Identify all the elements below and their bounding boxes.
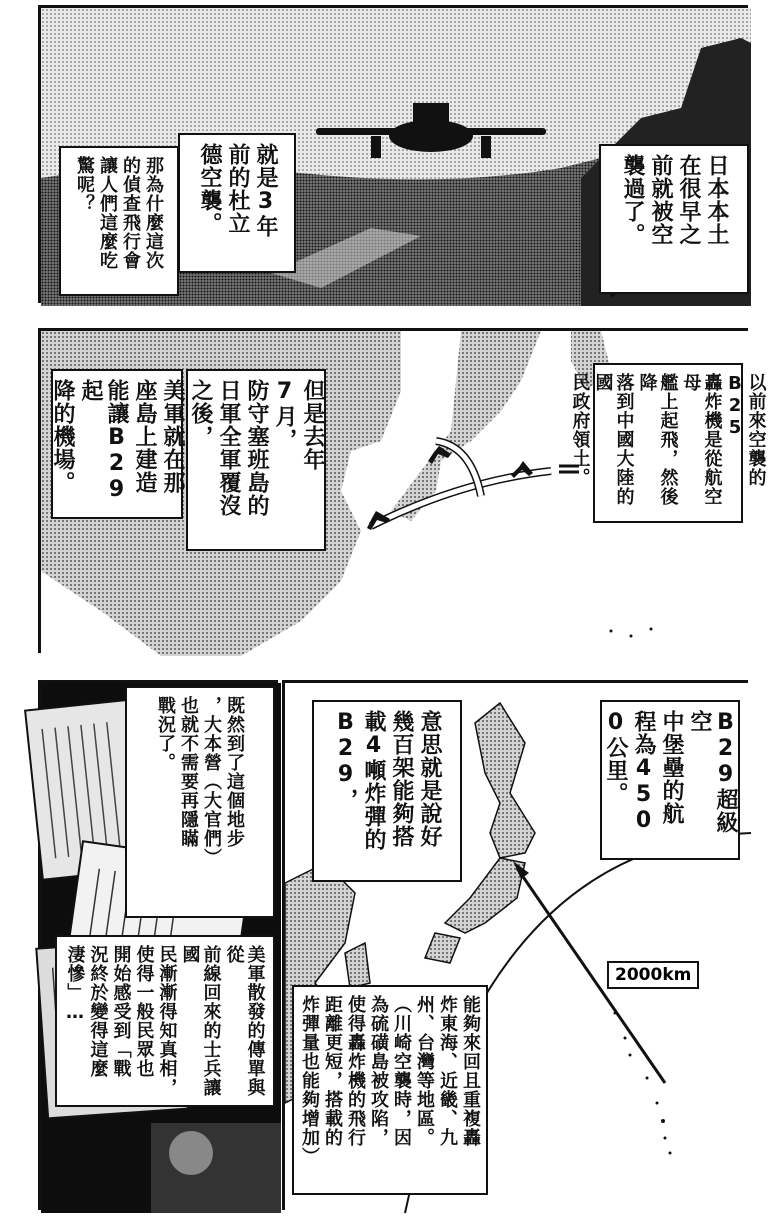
balloon-text: 驚呢？	[74, 156, 95, 213]
caption-text: 能夠來回且重複轟	[460, 995, 481, 1147]
caption-text: 7月，	[272, 379, 297, 451]
caption-text: 0公里。	[603, 710, 628, 805]
caption-text: 也就不需要再隱瞞	[178, 696, 199, 848]
caption-text: 能讓B29起	[78, 379, 129, 503]
caption-text: 之後，	[188, 379, 213, 448]
caption-text: 但是去年	[300, 379, 325, 471]
caption-text: B29，	[333, 710, 358, 811]
balloon-text: 襲過了。	[620, 154, 645, 246]
caption-text: 程為450	[631, 710, 656, 834]
caption-box-bombing	[292, 985, 488, 1195]
caption-text: 日軍全軍覆沒	[216, 379, 241, 517]
caption-text: 座島上建造	[132, 379, 157, 494]
speech-balloon-right	[599, 144, 749, 294]
caption-text: 轟炸機是從航空母	[680, 373, 723, 506]
caption-box-right	[569, 363, 767, 523]
caption-text: 降的機場。	[50, 379, 75, 494]
caption-text: 開始感受到「戰	[110, 945, 132, 1078]
caption-text: 前線回來的士兵讓國	[179, 945, 222, 1097]
caption-text: 戰況了。	[155, 696, 176, 772]
caption-text: B29超級空	[687, 710, 738, 834]
caption-box-left	[51, 369, 183, 519]
caption-text: 使得轟炸機的飛行	[345, 995, 366, 1147]
balloon-text: 讓人們這麼吃	[97, 156, 118, 270]
caption-text: 意思就是說好	[417, 710, 442, 848]
balloon-text: 的偵查飛行會	[120, 156, 141, 270]
balloon-text: 前就被空	[648, 154, 673, 246]
caption-text: 艦上起飛，然後降	[636, 373, 679, 506]
balloon-text: 前的杜立	[225, 143, 250, 235]
balloon-text: 日本本土	[704, 154, 729, 246]
caption-text: 落到中國大陸的國	[592, 373, 635, 506]
caption-text: 幾百架能夠搭	[389, 710, 414, 848]
caption-text: 為硫磺島被攻陷，	[368, 995, 389, 1147]
balloon-text: 在很早之	[676, 154, 701, 246]
balloon-text: 就是3年	[253, 143, 278, 238]
caption-text: 炸東海、近畿、九	[437, 995, 458, 1147]
caption-box-public	[55, 935, 275, 1107]
panel-airfield	[38, 5, 748, 303]
caption-text: 美軍散發的傳單與從	[223, 945, 266, 1097]
caption-text: 州、台灣等地區。	[414, 995, 435, 1147]
speech-balloon-middle	[178, 133, 296, 273]
caption-box-b29-payload	[312, 700, 462, 882]
caption-text: 淒慘」…	[64, 945, 86, 1024]
balloon-text: 德空襲。	[197, 143, 222, 235]
caption-text: ，大本營（大官們）	[201, 696, 222, 867]
balloon-text: 那為什麼這次	[143, 156, 164, 270]
caption-text: 距離更短，搭載的	[322, 995, 343, 1147]
caption-box-command	[125, 686, 275, 918]
caption-text: 使得一般民眾也	[133, 945, 155, 1078]
speech-balloon-left	[59, 146, 179, 296]
caption-box-b29-range	[600, 700, 740, 860]
panel-route-map	[38, 328, 767, 653]
caption-text: 防守塞班島的	[244, 379, 269, 517]
caption-text: 炸彈量也能夠增加）	[299, 995, 320, 1166]
caption-text: 民政府領土。	[569, 373, 591, 487]
caption-text: 美軍就在那	[160, 379, 185, 494]
caption-text: 況終於變得這麼	[87, 945, 109, 1078]
caption-text: 中堡壘的航	[659, 710, 684, 825]
distance-label: 2000km	[607, 961, 699, 989]
caption-text: （川崎空襲時，因	[391, 995, 412, 1147]
caption-text: 以前來空襲的B25	[724, 373, 767, 487]
caption-box-middle	[186, 369, 326, 551]
caption-text: 民漸漸得知真相，	[156, 945, 178, 1097]
caption-text: 載4噸炸彈的	[361, 710, 386, 851]
caption-text: 既然到了這個地步	[224, 696, 245, 848]
